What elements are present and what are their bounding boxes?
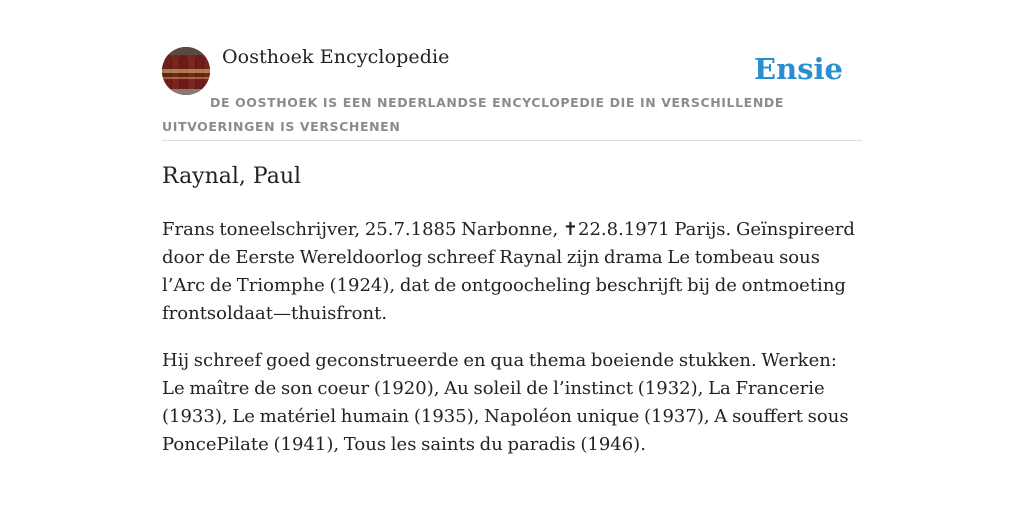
encyclopedia-books-icon[interactable] <box>162 47 210 95</box>
source-name[interactable]: Oosthoek Encyclopedie <box>222 46 450 68</box>
brand-logo[interactable]: Ensie <box>754 52 843 86</box>
article-paragraph: Hij schreef goed geconstrueerde en qua thema boeiende stukken. Werken: Le maître de son coeur (1920), Au soleil de l’instinct (1932), La Francerie (1933), Le matériel humain (1935), Napoléon unique (1937), A souffert sous PoncePilate (1941), Tous les saints du paradis (1946). <box>162 350 849 455</box>
article-body <box>162 216 862 478</box>
article-paragraph: Frans toneelschrijver, 25.7.1885 Narbonne, ✝22.8.1971 Parijs. Geïnspireerd door de Eerste Wereldoorlog schreef Raynal zijn drama Le tombeau sous l’Arc de Triomphe (1924), dat de ontgoocheling beschrijft bij de ontmoeting frontsoldaat—thuisfront. <box>162 219 855 324</box>
source-tagline: DE OOSTHOEK IS EEN NEDERLANDSE ENCYCLOPEDIE DIE IN VERSCHILLENDE UITVOERINGEN IS VERSCHENEN <box>162 95 784 134</box>
article-title: Raynal, Paul <box>162 164 302 189</box>
header <box>162 46 862 141</box>
